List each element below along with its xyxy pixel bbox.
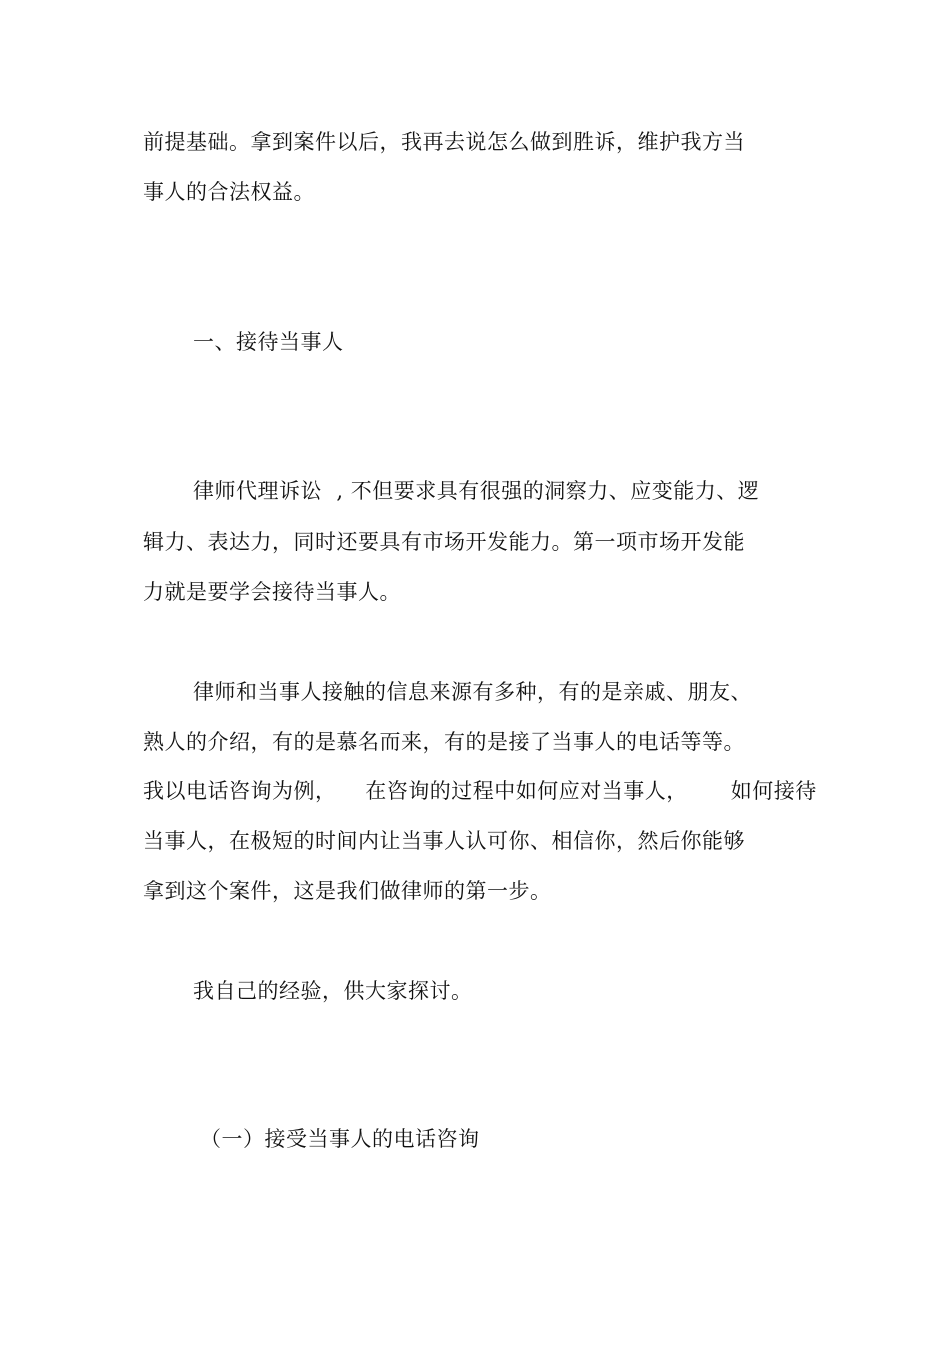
paragraph-3: 我自己的经验，供大家探讨。 [193,979,473,1003]
section-heading: 一、接待当事人 [193,330,344,354]
subsection-heading: （一）接受当事人的电话咨询 [200,1127,480,1151]
paragraph-2-line-3: 我以电话咨询为例， 在咨询的过程中如何应对当事人， 如何接待 [143,779,817,803]
intro-line-2: 事人的合法权益。 [143,180,315,204]
paragraph-1-line-1: 律师代理诉讼 , 不但要求具有很强的洞察力、应变能力、逻 [193,479,760,503]
paragraph-2-line-1: 律师和当事人接触的信息来源有多种，有的是亲戚、朋友、 [193,680,752,704]
paragraph-1-line-2: 辑力、表达力，同时还要具有市场开发能力。第一项市场开发能 [143,530,745,554]
paragraph-2-line-5: 拿到这个案件，这是我们做律师的第一步。 [143,879,552,903]
intro-line-1: 前提基础。拿到案件以后，我再去说怎么做到胜诉，维护我方当 [143,130,745,154]
paragraph-2-line-2: 熟人的介绍，有的是慕名而来，有的是接了当事人的电话等等。 [143,730,745,754]
paragraph-2-line-4: 当事人，在极短的时间内让当事人认可你、相信你，然后你能够 [143,829,745,853]
paragraph-1-line-3: 力就是要学会接待当事人。 [143,580,401,604]
